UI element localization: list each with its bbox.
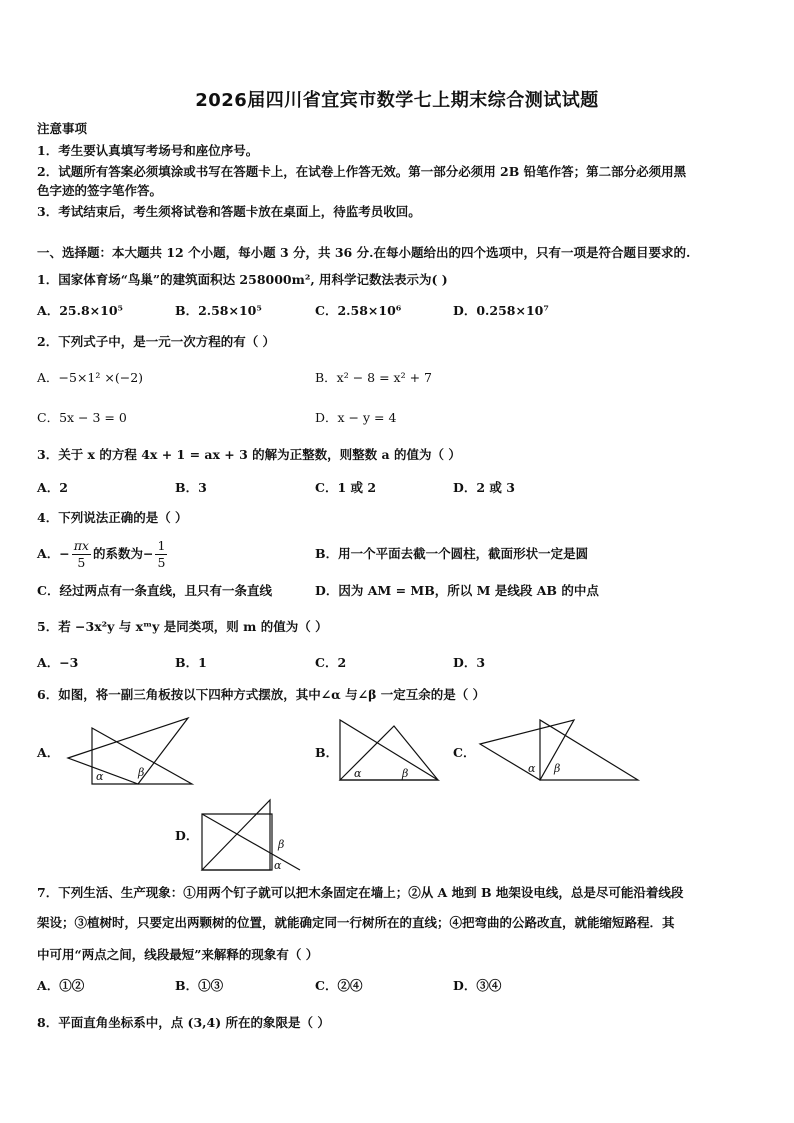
- section-heading: 一、选择题：本大题共 12 个小题，每小题 3 分，共 36 分.在每小题给出的四个选项中，只有一项是符合题目要求的.: [37, 245, 691, 260]
- set-square-d1: [202, 800, 270, 870]
- question-1-stem: 1．国家体育场“鸟巢”的建筑面积达 258000m², 用科学记数法表示为( ): [37, 272, 448, 287]
- fraction-numerator: πx: [73, 538, 89, 553]
- q4-a-middle: 的系数为−: [92, 546, 154, 561]
- alpha-label: α: [354, 767, 362, 780]
- alpha-label: α: [96, 770, 104, 783]
- q2-option-a: A．−5×1² ×(−2): [37, 370, 144, 385]
- question-7-line1: 7．下列生活、生产现象：①用两个钉子就可以把木条固定在墙上；②从 A 地到 B 地架设电线，总是尽可能沿着线段: [37, 885, 684, 900]
- q6-figure-d: [200, 798, 305, 874]
- question-2-stem: 2．下列式子中，是一元一次方程的有（ ）: [37, 334, 276, 349]
- q1-option-a: A．25.8×10⁵: [37, 303, 123, 318]
- q7-option-a: A．①②: [37, 978, 85, 993]
- q7-option-c: C．②④: [315, 978, 363, 993]
- alpha-label: α: [274, 859, 282, 872]
- q1-option-b: B．2.58×10⁵: [175, 303, 262, 318]
- q6-option-a: A．: [37, 745, 60, 760]
- diagonal-line-d: [202, 814, 300, 870]
- q6-figure-c: [478, 716, 643, 784]
- question-7-line3: 中可用“两点之间，线段最短”来解释的现象有（ ）: [37, 947, 319, 962]
- q3-option-c: C．1 或 2: [315, 480, 377, 495]
- fraction-pi-x-over-5: [72, 538, 91, 571]
- question-5-stem: 5．若 −3x²y 与 xᵐy 是同类项，则 m 的值为（ ）: [37, 619, 328, 634]
- q4-option-c: C．经过两点有一条直线，且只有一条直线: [37, 583, 272, 598]
- question-4-stem: 4．下列说法正确的是（ ）: [37, 510, 188, 525]
- q2-option-b: B．x² − 8 = x² + 7: [315, 370, 432, 385]
- q5-option-c: C．2: [315, 655, 347, 670]
- beta-label: β: [554, 762, 561, 775]
- fraction-numerator: 1: [157, 538, 166, 553]
- beta-label: β: [138, 766, 145, 779]
- page-title: 2026届四川省宜宾市数学七上期末综合测试试题: [195, 90, 599, 111]
- q6-option-c: C．: [453, 745, 476, 760]
- q2-option-c: C．5x − 3 = 0: [37, 410, 127, 425]
- q6-option-b: B．: [315, 745, 339, 760]
- q1-option-d: D．0.258×10⁷: [453, 303, 549, 318]
- q7-option-d: D．③④: [453, 978, 502, 993]
- q4-option-d: D．因为 AM = MB，所以 M 是线段 AB 的中点: [315, 583, 599, 598]
- notice-item: 色字迹的签字笔作答。: [37, 183, 163, 198]
- q6-figure-a: [60, 718, 200, 788]
- notice-item: 1．考生要认真填写考场号和座位序号。: [37, 143, 259, 158]
- q5-option-d: D．3: [453, 655, 486, 670]
- set-square-a1: [68, 718, 188, 784]
- question-6-stem: 6．如图，将一副三角板按以下四种方式摆放，其中∠α 与∠β 一定互余的是（ ）: [37, 687, 486, 702]
- fraction-1-over-5: [155, 538, 167, 571]
- notice-heading: 注意事项: [37, 121, 88, 136]
- q3-option-a: A．2: [37, 480, 68, 495]
- q3-option-d: D．2 或 3: [453, 480, 515, 495]
- q7-option-b: B．①③: [175, 978, 224, 993]
- question-7-line2: 架设；③植树时，只要定出两颗树的位置，就能确定同一行树所在的直线；④把弯曲的公路改直，就能缩短路程．其: [37, 915, 675, 930]
- q4-option-a: [37, 537, 169, 571]
- alpha-label: α: [528, 762, 536, 775]
- beta-label: β: [278, 838, 285, 851]
- question-3-stem: 3．关于 x 的方程 4x + 1 = ax + 3 的解为正整数，则整数 a 的值为（ ）: [37, 447, 461, 462]
- question-8-stem: 8．平面直角坐标系中，点 (3,4) 所在的象限是（ ）: [37, 1015, 330, 1030]
- q5-option-b: B．1: [175, 655, 207, 670]
- q3-option-b: B．3: [175, 480, 207, 495]
- notice-item: 2．试题所有答案必须填涂或书写在答题卡上，在试卷上作答无效。第一部分必须用 2B 铅笔作答；第二部分必须用黑: [37, 164, 687, 179]
- q4-option-b: B．用一个平面去截一个圆柱，截面形状一定是圆: [315, 546, 589, 561]
- notice-item: 3．考试结束后，考生须将试卷和答题卡放在桌面上，待监考员收回。: [37, 204, 421, 219]
- fraction-denominator: 5: [157, 555, 166, 570]
- q2-option-d: D．x − y = 4: [315, 410, 397, 425]
- q4-a-prefix: A．−: [37, 546, 70, 561]
- rectangle-d: [202, 814, 272, 870]
- q1-option-c: C．2.58×10⁶: [315, 303, 402, 318]
- fraction-denominator: 5: [77, 555, 86, 570]
- q6-option-d: D．: [175, 828, 199, 843]
- q6-figure-b: [338, 718, 443, 784]
- q5-option-a: A．−3: [37, 655, 79, 670]
- beta-label: β: [402, 767, 409, 780]
